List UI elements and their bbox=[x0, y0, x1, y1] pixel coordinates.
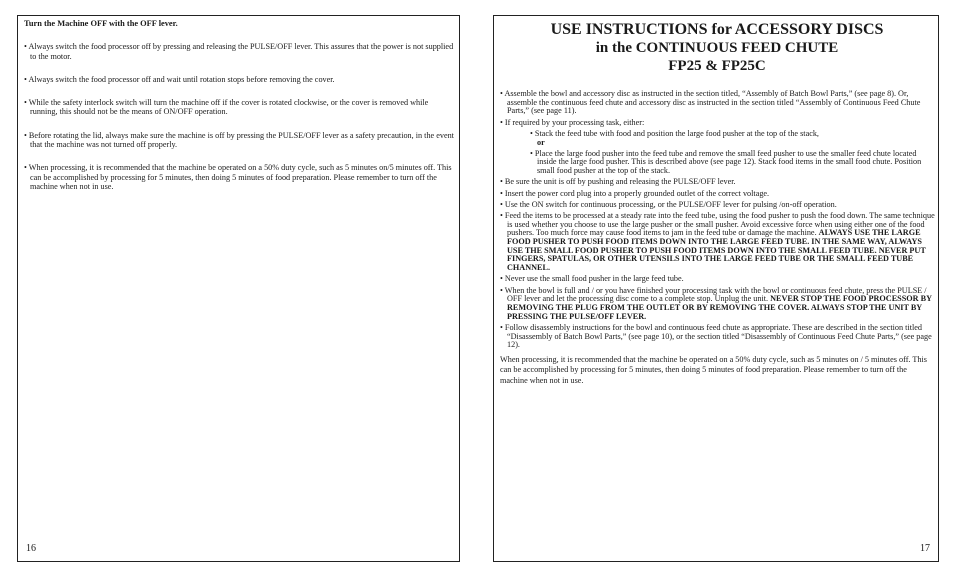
bullet-text: • Feed the items to be processed at a steady rate into the feed tube, using the food pusher to push the food down. The same technique is used whether you choose to use the large pusher or the small pusher. Avoid excessive force when using either one of the food pushers. Too much force may cause food items to jam in the feed tube or damage the machine. bbox=[500, 210, 935, 238]
page-title bbox=[494, 20, 940, 75]
right-page-content bbox=[500, 90, 936, 386]
final-paragraph: When processing, it is recommended that the machine be operated on a 50% duty cycle, such as 5 minutes on / 5 minutes off. This can be accomplished by processing for 5 minutes, then doing 5 minutes of food preparation. Please remember to turn off the machine when not in use. bbox=[500, 354, 927, 385]
bullet-paragraph: • Insert the power cord plug into a properly grounded outlet of the correct voltage. bbox=[500, 188, 770, 198]
bullet-paragraph: • While the safety interlock switch will turn the machine off if the cover is rotated clockwise, or the cover is removed while running, this should not be the means of ON/OFF operation. bbox=[24, 98, 429, 117]
right-page bbox=[493, 15, 939, 562]
bullet-paragraph: • Assemble the bowl and accessory disc as instructed in the section titled, “Assembly of Batch Bowl Parts,” (see page 8). Or, assemble the continuous feed chute and accessory disc as instructed in the section titled “Assembly of Continuous Feed Chute Parts,” (see page 11). bbox=[500, 89, 921, 116]
bullet-paragraph bbox=[500, 212, 936, 273]
bullet-paragraph: • When processing, it is recommended that the machine be operated on a 50% duty cycle, such as 5 minutes on/5 minutes off. This can be accomplished by processing for 5 minutes, then doing 5 minutes of food preparation. Please remember to turn off the machine when not in use. bbox=[24, 163, 452, 191]
sub-bullet-text: • Stack the feed tube with food and position the large food pusher at the top of the stack, bbox=[530, 128, 819, 138]
bullet-warning-text: ALWAYS USE THE LARGE FOOD PUSHER TO PUSH FOOD ITEMS DOWN INTO THE LARGE FEED TUBE. IN THE SAME WAY, ALWAYS USE THE SMALL FOOD PUSHER TO PUSH FOOD ITEMS DOWN INTO THE SMALL FEED TUBE. NEVER PUT FINGERS, SPATULAS, OR OTHER UTENSILS INTO THE LARGE FEED TUBE OR THE SMALL FEED TUBE CHANNEL. bbox=[507, 228, 926, 273]
sub-bullet-paragraph bbox=[530, 130, 936, 147]
bullet-text: • When the bowl is full and / or you have finished your processing task with the bowl or continuous feed chute, press the PULSE / OFF lever and let the processing disc come to a complete stop. Unplug the unit. bbox=[500, 285, 927, 304]
bullet-paragraph: • Always switch the food processor off by pressing and releasing the PULSE/OFF lever. This assures that the power is not supplied to the motor. bbox=[24, 42, 454, 61]
bullet-warning-text: NEVER STOP THE FOOD PROCESSOR BY REMOVING THE PLUG FROM THE OUTLET OR BY REMOVING THE COVER. ALWAYS STOP THE UNIT BY PRESSING THE PULSE/OFF LEVER. bbox=[507, 294, 932, 321]
title-line-2: in the CONTINUOUS FEED CHUTE bbox=[595, 40, 839, 56]
bullet-paragraph: • Never use the small food pusher in the large feed tube. bbox=[500, 274, 684, 284]
left-page bbox=[17, 15, 460, 562]
sub-bullet-paragraph: • Place the large food pusher into the feed tube and remove the small feed pusher to use the smaller feed chute located inside the large food pusher. This is described above (see page 12). Stack food items in the small food chute. Position small food pusher at the top of the stack. bbox=[530, 148, 922, 176]
bullet-paragraph: • Before rotating the lid, always make sure the machine is off by pressing the PULSE/OFF lever as a safety precaution, in the event that the machine was not turned off properly. bbox=[24, 130, 454, 150]
page-number: 17 bbox=[920, 543, 930, 554]
left-page-content bbox=[24, 19, 457, 205]
bullet-paragraph: • Always switch the food processor off and wait until rotation stops before removing the cover. bbox=[24, 74, 335, 84]
title-line-3: FP25 & FP25C bbox=[668, 58, 766, 74]
section-heading: Turn the Machine OFF with the OFF lever. bbox=[24, 19, 178, 28]
page-number: 16 bbox=[26, 543, 36, 554]
or-label: or bbox=[537, 137, 545, 147]
bullet-paragraph bbox=[500, 287, 936, 322]
bullet-paragraph: • If required by your processing task, either: bbox=[500, 117, 645, 127]
bullet-paragraph: • Be sure the unit is off by pushing and releasing the PULSE/OFF lever. bbox=[500, 177, 736, 187]
bullet-paragraph: • Follow disassembly instructions for the bowl and continuous feed chute as appropriate. These are described in the section titled “Disassembly of Batch Bowl Parts,” (see page 10), or the section titled “Disassembly of Continuous Feed Chute Parts,” (see page 12). bbox=[500, 322, 932, 350]
title-line-1: USE INSTRUCTIONS for ACCESSORY DISCS bbox=[550, 21, 884, 38]
bullet-paragraph: • Use the ON switch for continuous processing, or the PULSE/OFF lever for pulsing /on-off operation. bbox=[500, 199, 837, 209]
